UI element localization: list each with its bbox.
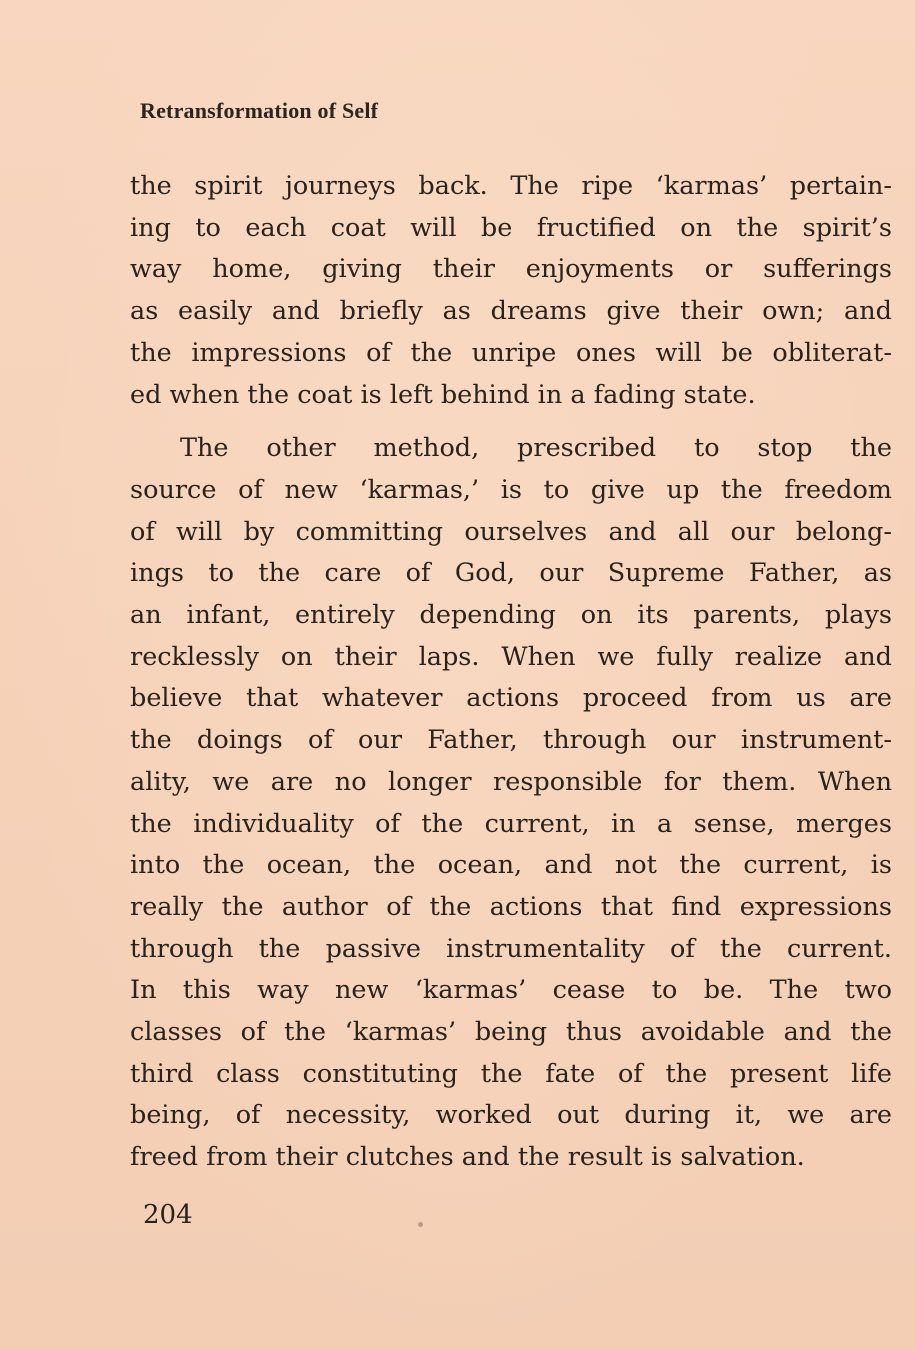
text-line: the individuality of the current, in a sense, merges <box>130 808 892 839</box>
text-line: ed when the coat is left behind in a fading state. <box>130 379 756 410</box>
text-line: The other method, prescribed to stop the <box>180 433 892 464</box>
paper-speck <box>418 1222 423 1227</box>
text-line: as easily and briefly as dreams give their own; and <box>130 296 892 327</box>
running-head: Retransformation of Self <box>140 98 379 123</box>
paragraph-2 <box>130 428 892 1179</box>
body-text <box>130 166 892 1179</box>
text-line: believe that whatever actions proceed from us are <box>130 683 892 714</box>
text-line: ality, we are no longer responsible for them. When <box>130 766 892 797</box>
text-line: classes of the ‘karmas’ being thus avoidable and the <box>130 1017 892 1048</box>
text-line: ing to each coat will be fructified on the spirit’s <box>130 212 892 243</box>
text-line: through the passive instrumentality of the current. <box>130 933 892 964</box>
paragraph-1 <box>130 166 892 416</box>
text-line: the impressions of the unripe ones will be obliterat- <box>130 337 892 368</box>
text-line: of will by committing ourselves and all our belong- <box>130 516 892 547</box>
text-line: really the author of the actions that find expressions <box>130 891 892 922</box>
text-line: way home, giving their enjoyments or sufferings <box>130 254 892 285</box>
text-line: the spirit journeys back. The ripe ‘karmas’ pertain- <box>130 171 892 201</box>
text-line: recklessly on their laps. When we fully realize and <box>130 641 892 672</box>
text-line: ings to the care of God, our Supreme Father, as <box>130 558 892 589</box>
text-line: third class constituting the fate of the present life <box>130 1058 892 1089</box>
text-line: being, of necessity, worked out during it, we are <box>130 1100 892 1131</box>
text-line: In this way new ‘karmas’ cease to be. The two <box>130 975 892 1006</box>
text-line: freed from their clutches and the result is salvation. <box>130 1142 805 1173</box>
text-line: source of new ‘karmas,’ is to give up the freedom <box>130 474 892 505</box>
text-line: into the ocean, the ocean, and not the current, is <box>130 850 892 881</box>
text-line: the doings of our Father, through our instrument- <box>130 725 892 756</box>
page-number: 204 <box>143 1200 193 1230</box>
text-line: an infant, entirely depending on its parents, plays <box>130 600 892 631</box>
